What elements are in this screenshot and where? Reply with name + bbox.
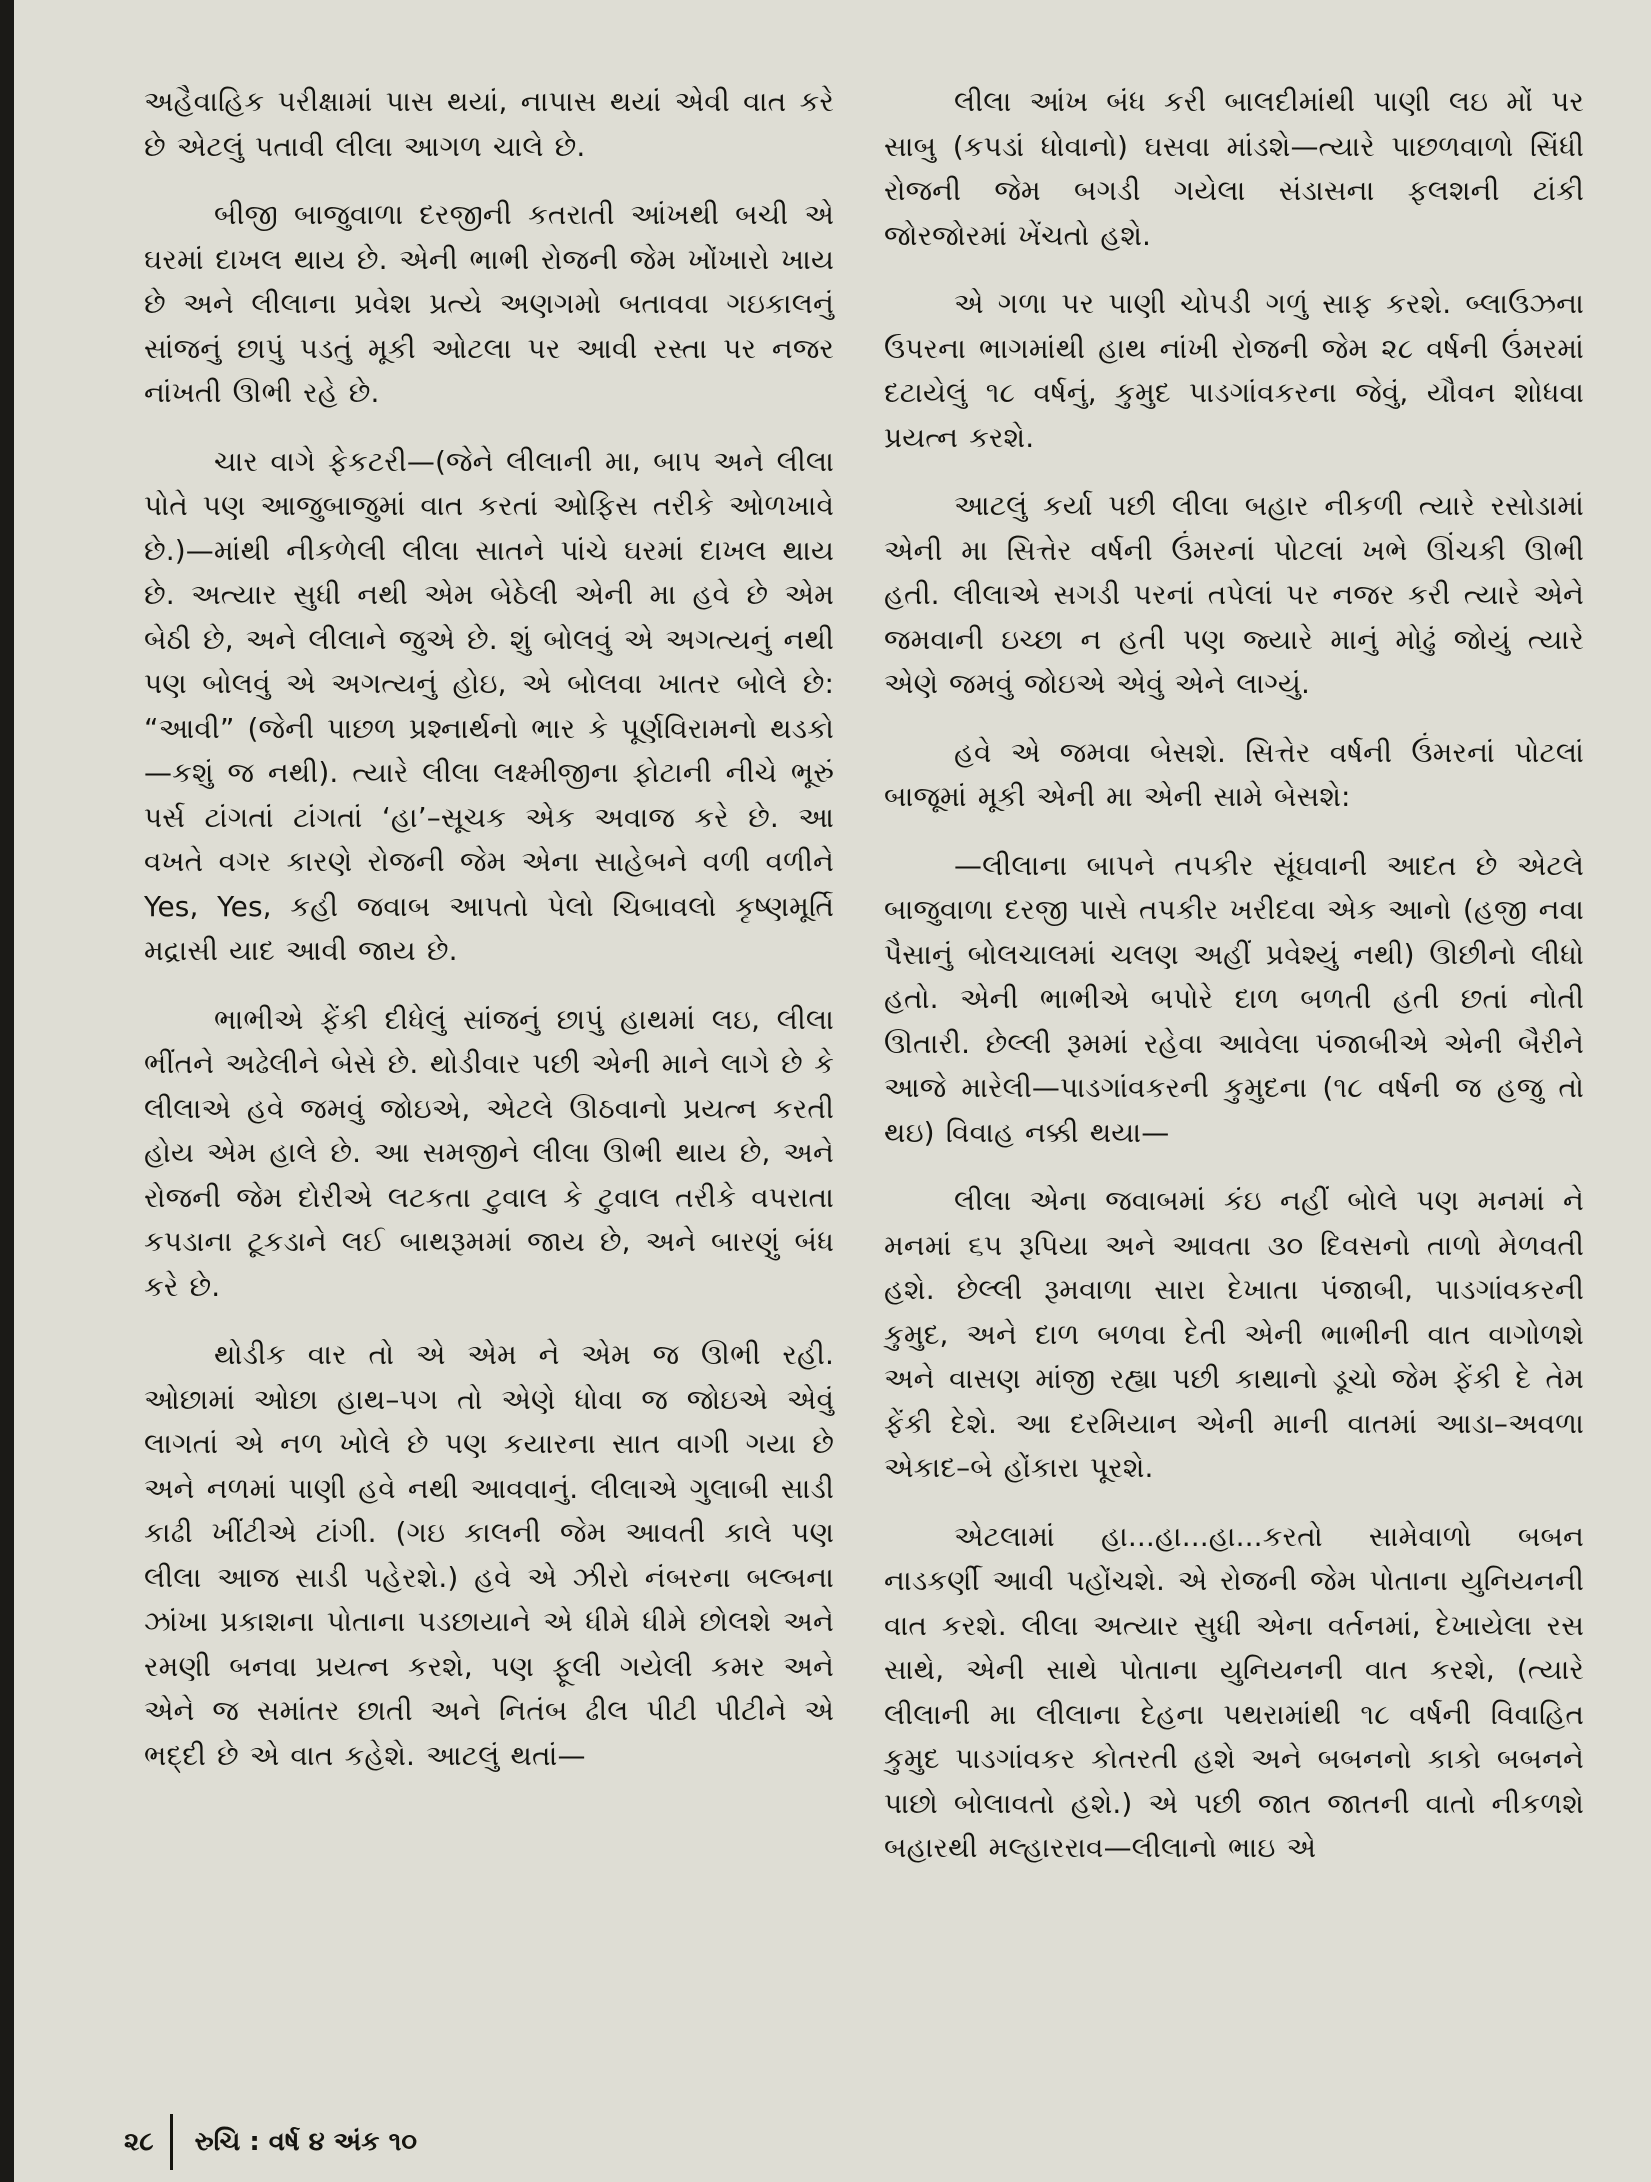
paragraph: હવે એ જમવા બેસશે. સિત્તેર વર્ષની ઉંમરનાં પોટલાં બાજૂમાં મૂકી એની મા એની સામે બેસશે: [884, 735, 1584, 813]
page-footer [124, 2120, 417, 2164]
paragraph: એ ગળા પર પાણી ચોપડી ગળું સાફ કરશે. બ્લાઉઝના ઉપરના ભાગમાંથી હાથ નાંખી રોજની જેમ ૨૮ વર્ષની ઉંમરમાં દટાયેલું ૧૮ વર્ષનું, કુમુદ પાડગાંવકરના જેવું, યૌવન શોધવા પ્રયત્ન કરશે. [884, 287, 1584, 454]
right-column [884, 80, 1584, 1895]
paragraph: એટલામાં હા...હા...હા...કરતો સામેવાળો બબન નાડકર્ણી આવી પહોંચશે. એ રોજની જેમ પોતાના યુનિયનની વાત કરશે. લીલા અત્યાર સુધી એના વર્તનમાં, દેખાયેલા રસ સાથે, એની સાથે પોતાના યુનિયનની વાત કરશે, (ત્યારે લીલાની મા લીલાના દેહના પથરામાંથી ૧૮ વર્ષની વિવાહિત કુમુદ પાડગાંવકર કોતરતી હશે અને બબનનો કાકો બબનને પાછો બોલાવતો હશે.) એ પછી જાત જાતની વાતો નીકળશે બહારથી મલ્હારરાવ—લીલાનો ભાઇ એ [884, 1519, 1584, 1864]
page-number: ૨૮ [124, 2126, 154, 2157]
publication-info: રુચિ : વર્ષ ૪ અંક ૧૦ [194, 2126, 417, 2157]
paragraph: ચાર વાગે ફેકટરી—(જેને લીલાની મા, બાપ અને લીલા પોતે પણ આજુબાજુમાં વાત કરતાં ઓફિસ તરીકે ઓળખાવે છે.)—માંથી નીકળેલી લીલા સાતને પાંચે ઘરમાં દાખલ થાય છે. અત્યાર સુધી નથી એમ બેઠેલી એની મા હવે છે એમ બેઠી છે, અને લીલાને જુએ છે. શું બોલવું એ અગત્યનું નથી પણ બોલવું એ અગત્યનું હોઇ, એ બોલવા ખાતર બોલે છે: “આવી” (જેની પાછળ પ્રશ્નાર્થનો ભાર કે પૂર્ણવિરામનો થડકો—કશું જ નથી). ત્યારે લીલા લક્ષ્મીજીના ફોટાની નીચે ભૂરું પર્સ ટાંગતાં ટાંગતાં ‘હા’–સૂચક એક અવાજ કરે છે. આ વખતે વગર કારણે રોજની જેમ એના સાહેબને વળી વળીને Yes, Yes, કહી જવાબ આપતો પેલો ચિબાવલો કૃષ્ણમૂર્તિ મદ્રાસી યાદ આવી જાય છે. [144, 444, 834, 967]
magazine-page [14, 0, 1651, 2182]
paragraph: અહૈવાહિક પરીક્ષામાં પાસ થયાં, નાપાસ થયાં એવી વાત કરે છે એટલું પતાવી લીલા આગળ ચાલે છે. [144, 85, 834, 163]
left-column [144, 80, 834, 1802]
paragraph: લીલા આંખ બંધ કરી બાલદીમાંથી પાણી લઇ મોં પર સાબુ (કપડાં ધોવાનો) ઘસવા માંડશે—ત્યારે પાછળવાળો સિંધી રોજની જેમ બગડી ગયેલા સંડાસના ફલશની ટાંકી જોરજોરમાં ખેંચતો હશે. [884, 85, 1584, 252]
paragraph: બીજી બાજુવાળા દરજીની કતરાતી આંખથી બચી એ ઘરમાં દાખલ થાય છે. એની ભાભી રોજની જેમ ખોંખારો ખાય છે અને લીલાના પ્રવેશ પ્રત્યે અણગમો બતાવવા ગઇકાલનું સાંજનું છાપું પડતું મૂકી ઓટલા પર આવી રસ્તા પર નજર નાંખતી ઊભી રહે છે. [144, 198, 834, 409]
paragraph: ભાભીએ ફેંકી દીધેલું સાંજનું છાપું હાથમાં લઇ, લીલા ભીંતને અઢેલીને બેસે છે. થોડીવાર પછી એની માને લાગે છે કે લીલાએ હવે જમવું જોઇએ, એટલે ઊઠવાનો પ્રયત્ન કરતી હોય એમ હાલે છે. આ સમજીને લીલા ઊભી થાય છે, અને રોજની જેમ દોરીએ લટકતા ટુવાલ કે ટુવાલ તરીકે વપરાતા કપડાના ટૂકડાને લઈ બાથરૂમમાં જાય છે, અને બારણું બંધ કરે છે. [144, 1002, 834, 1303]
footer-divider [170, 2114, 173, 2170]
paragraph: થોડીક વાર તો એ એમ ને એમ જ ઊભી રહી. ઓછામાં ઓછા હાથ–પગ તો એણે ધોવા જ જોઇએ એવું લાગતાં એ નળ ખોલે છે પણ કયારના સાત વાગી ગયા છે અને નળમાં પાણી હવે નથી આવવાનું. લીલાએ ગુલાબી સાડી કાઢી ખીંટીએ ટાંગી. (ગઇ કાલની જેમ આવતી કાલે પણ લીલા આજ સાડી પહેરશે.) હવે એ ઝીરો નંબરના બલ્બના ઝાંખા પ્રકાશના પોતાના પડછાયાને એ ધીમે ધીમે છોલશે અને રમણી બનવા પ્રયત્ન કરશે, પણ ફૂલી ગયેલી કમર અને એને જ સમાંતર છાતી અને નિતંબ ઢીલ પીટી પીટીને એ ભદ્દી છે એ વાત કહેશે. આટલું થતાં— [144, 1338, 834, 1772]
paragraph: આટલું કર્યા પછી લીલા બહાર નીકળી ત્યારે રસોડામાં એની મા સિત્તેર વર્ષની ઉંમરનાં પોટલાં ખભે ઊંચકી ઊભી હતી. લીલાએ સગડી પરનાં તપેલાં પર નજર કરી ત્યારે એને જમવાની ઇચ્છા ન હતી પણ જ્યારે માનું મોઢું જોયું ત્યારે એણે જમવું જોઇએ એવું એને લાગ્યું. [884, 489, 1584, 700]
paragraph: લીલા એના જવાબમાં કંઇ નહીં બોલે પણ મનમાં ને મનમાં ૬૫ રૂપિયા અને આવતા ૩૦ દિવસનો તાળો મેળવતી હશે. છેલ્લી રૂમવાળા સારા દેખાતા પંજાબી, પાડગાંવકરની કુમુદ, અને દાળ બળવા દેતી એની ભાભીની વાત વાગોળશે અને વાસણ માંજી રહ્યા પછી કાથાનો ડૂચો જેમ ફેંકી દે તેમ ફેંકી દેશે. આ દરમિયાન એની માની વાતમાં આડા–અવળા એકાદ–બે હોંકારા પૂરશે. [884, 1184, 1584, 1484]
paragraph: —લીલાના બાપને તપકીર સૂંઘવાની આદત છે એટલે બાજુવાળા દરજી પાસે તપકીર ખરીદવા એક આનો (હજી નવા પૈસાનું બોલચાલમાં ચલણ અહીં પ્રવેશ્યું નથી) ઊછીનો લીધો હતો. એની ભાભીએ બપોરે દાળ બળતી હતી છતાં નોતી ઊતારી. છેલ્લી રૂમમાં રહેવા આવેલા પંજાબીએ એની બૈરીને આજે મારેલી—પાડગાંવકરની કુમુદના (૧૮ વર્ષની જ હજુ તો થઇ) વિવાહ નક્કી થયા— [884, 848, 1584, 1149]
